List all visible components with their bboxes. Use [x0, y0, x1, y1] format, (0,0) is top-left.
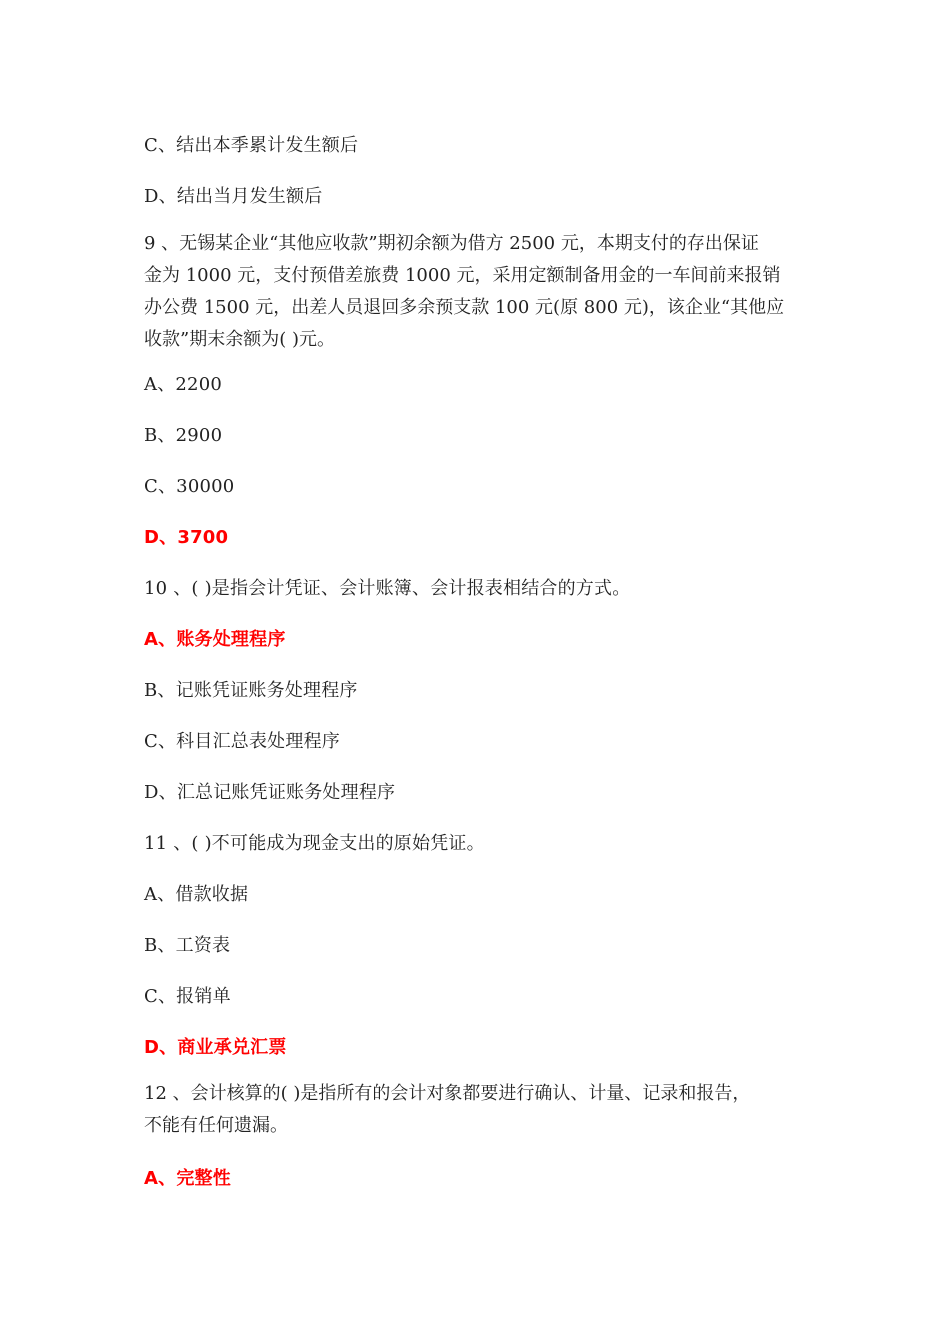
question-12-line-1: 12 、会计核算的( )是指所有的会计对象都要进行确认、计量、记录和报告，	[144, 1083, 751, 1104]
question-9-option-a: A、2200	[144, 374, 223, 395]
question-9	[144, 228, 804, 356]
question-9-answer-d: D、3700	[144, 527, 229, 548]
question-9-option-b: B、2900	[144, 425, 223, 446]
option-d-text: D、结出当月发生额后	[144, 186, 323, 207]
question-9-line-2: 金为 1000 元，支付预借差旅费 1000 元，采用定额制备用金的一车间前来报销	[144, 265, 781, 286]
question-10-option-b: B、记账凭证账务处理程序	[144, 680, 358, 701]
question-11-option-a: A、借款收据	[144, 884, 249, 905]
question-12	[144, 1078, 804, 1142]
question-9-line-3: 办公费 1500 元，出差人员退回多余预支款 100 元(原 800 元)，该企业“其他应	[144, 297, 785, 318]
question-10-answer-a: A、账务处理程序	[144, 629, 286, 650]
question-11-answer-d: D、商业承兑汇票	[144, 1037, 287, 1058]
question-11-option-c: C、报销单	[144, 986, 231, 1007]
question-11: 11 、( )不可能成为现金支出的原始凭证。	[144, 833, 485, 854]
question-10-option-c: C、科目汇总表处理程序	[144, 731, 340, 752]
question-11-option-b: B、工资表	[144, 935, 231, 956]
question-9-line-1: 9 、无锡某企业“其他应收款”期初余额为借方 2500 元，本期支付的存出保证	[144, 233, 759, 254]
question-12-answer-a: A、完整性	[144, 1168, 231, 1189]
question-9-line-4: 收款”期末余额为( )元。	[144, 329, 335, 350]
question-9-option-c: C、30000	[144, 476, 235, 497]
question-10: 10 、( )是指会计凭证、会计账簿、会计报表相结合的方式。	[144, 578, 631, 599]
option-c-text: C、结出本季累计发生额后	[144, 135, 359, 156]
question-10-option-d: D、汇总记账凭证账务处理程序	[144, 782, 396, 803]
question-12-line-2: 不能有任何遗漏。	[144, 1115, 288, 1136]
